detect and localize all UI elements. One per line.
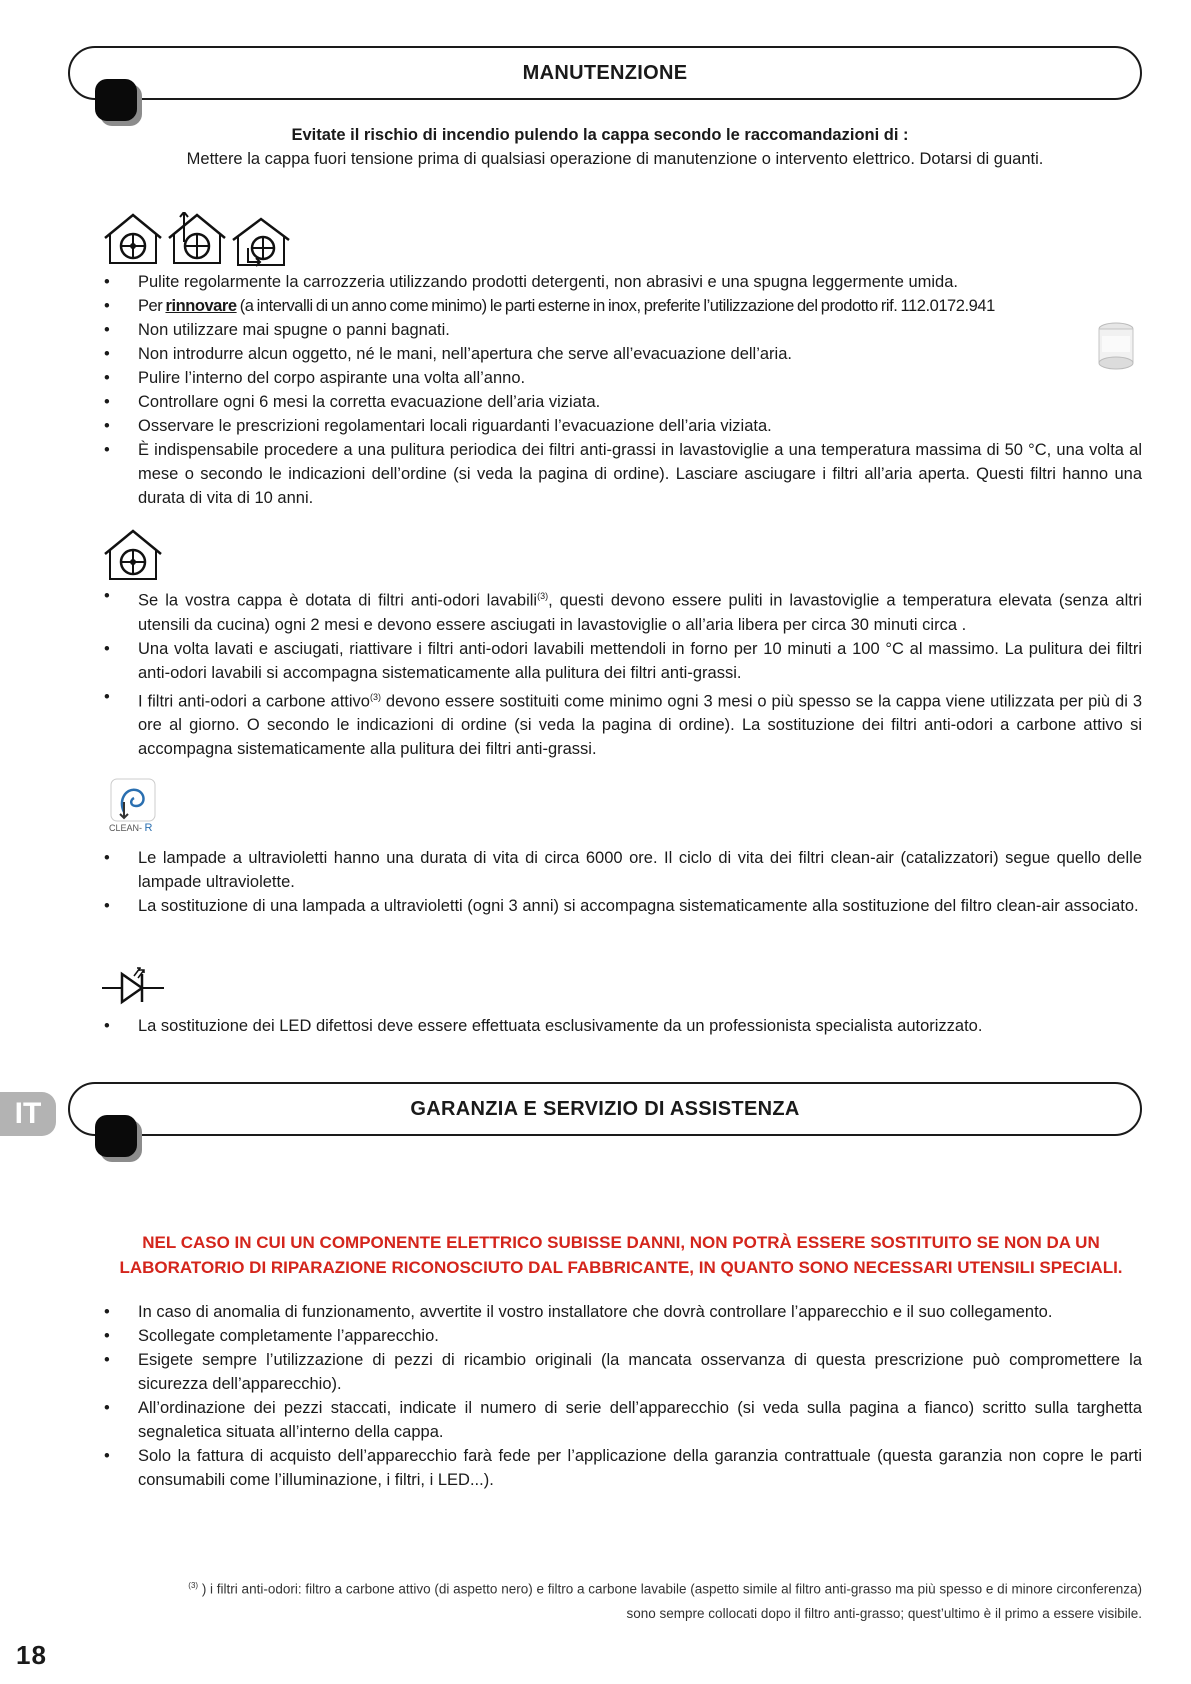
- list-item: • Se la vostra cappa è dotata di filtri anti-odori lavabili$^{(3)}$, questi devono essere puliti in lavastoviglie a temperatura elevata (senza altri utensili da cucina) ogni 2 mesi e devono essere asciugati in lavastoviglie o all’aria libera per circa 30 minuti circa .: [100, 584, 1142, 637]
- clean-air-icon: [110, 778, 158, 824]
- footnote-line-1: $^{(3)}$ ) i filtri anti-odori: filtro a carbone attivo (di aspetto nero) e filtro a carbone lavabile (aspetto simile al filtro anti-grasso ma più spesso e di minore circonferenza): [188, 1581, 1142, 1597]
- maintenance-list-1: [100, 270, 1142, 510]
- list-item: • Controllare ogni 6 mesi la corretta evacuazione dell’aria viziata.: [100, 390, 1142, 414]
- warranty-title: GARANZIA E SERVIZIO DI ASSISTENZA: [410, 1097, 800, 1120]
- list-item: • Una volta lavati e asciugati, riattivare i filtri anti-odori lavabili mettendoli in forno per 10 minuti a 100 °C al massimo. La pulitura dei filtri anti-odori lavabili si accompagna sistematicamente alla pulitura dei filtri anti-grassi.: [100, 637, 1142, 685]
- warranty-header: [68, 1082, 1142, 1136]
- house-fan-recirculation-icon: [230, 216, 292, 268]
- list-item: • Esigete sempre l’utilizzazione di pezzi di ricambio originali (la mancata osservanza di questa prescrizione può compromettere la sicurezza dell’apparecchio).: [100, 1348, 1142, 1396]
- list-item: • Pulite regolarmente la carrozzeria utilizzando prodotti detergenti, non abrasivi e una spugna leggermente umida.: [100, 270, 1142, 294]
- footnote: [130, 1574, 1142, 1626]
- list-item: • Le lampade a ultravioletti hanno una durata di vita di circa 6000 ore. Il ciclo di vita dei filtri clean-air (catalizzatori) segue quello delle lampade ultraviolette.: [100, 846, 1142, 894]
- clean-air-label: CLEAN- R: [109, 822, 153, 834]
- list-item: • Per rinnovare (a intervalli di un anno come minimo) le parti esterne in inox, preferite l’utilizzazione del prodotto rif. 112.0172.941: [100, 294, 1142, 318]
- list-item: • All’ordinazione dei pezzi staccati, indicate il numero di serie dell’apparecchio (si veda sulla pagina a fianco) scritto sulla targhetta segnaletica situata all’interno della cappa.: [100, 1396, 1142, 1444]
- maintenance-intro-text: Mettere la cappa fuori tensione prima di qualsiasi operazione di manutenzione o intervento elettrico. Dotarsi di guanti.: [186, 150, 1044, 168]
- house-fan-icon: [102, 528, 164, 582]
- maintenance-intro-bold: Evitate il rischio di incendio pulendo la cappa secondo le raccomandazioni di :: [291, 126, 909, 144]
- warranty-warning: NEL CASO IN CUI UN COMPONENTE ELETTRICO SUBISSE DANNI, NON POTRÀ ESSERE SOSTITUITO SE NON DA UN LABORATORIO DI RIPARAZIONE RICONOSCIUTO DAL FABBRICANTE, IN QUANTO SONO NECESSARI UTENSILI SPECIALI.: [119, 1233, 1123, 1277]
- maintenance-list-3: [100, 846, 1142, 918]
- list-item: • I filtri anti-odori a carbone attivo$^{(3)}$ devono essere sostituiti come minimo ogni 3 mesi o più spesso se la cappa viene utilizzata per più di 3 ore al giorno. O secondo le indicazioni di ordine (si veda la pagina di ordine). La sostituzione dei filtri anti-odori a carbone attivo si accompagna sistematicamente alla pulitura dei filtri anti-grassi.: [100, 685, 1142, 762]
- maintenance-header: [68, 46, 1142, 100]
- list-item: • Pulire l’interno del corpo aspirante una volta all’anno.: [100, 366, 1142, 390]
- house-fan-exhaust-icon: [166, 212, 228, 266]
- list-item: • La sostituzione dei LED difettosi deve essere effettuata esclusivamente da un professionista specialista autorizzato.: [100, 1014, 1142, 1038]
- list-item: • Scollegate completamente l’apparecchio.: [100, 1324, 1142, 1348]
- maintenance-title: MANUTENZIONE: [522, 61, 688, 84]
- section-marker: [95, 1115, 137, 1157]
- section-marker: [95, 79, 137, 121]
- list-item: • Non introdurre alcun oggetto, né le mani, nell’apertura che serve all’evacuazione dell’aria.: [100, 342, 1142, 366]
- led-diode-icon: [100, 966, 166, 1008]
- page-number: 18: [16, 1640, 47, 1670]
- list-item: • È indispensabile procedere a una pulitura periodica dei filtri anti-grassi in lavastoviglie a una temperatura massima di 50 °C, una volta al mese o secondo le indicazioni dell’ordine (si veda la pagina di ordine). Lasciare asciugare i filtri all’aria aperta. Questi filtri hanno una durata di vita di 10 anni.: [100, 438, 1142, 510]
- list-item: • In caso di anomalia di funzionamento, avvertite il vostro installatore che dovrà controllare l’apparecchio e il suo collegamento.: [100, 1300, 1142, 1324]
- maintenance-list-4: [100, 1014, 1142, 1038]
- list-item: • La sostituzione di una lampada a ultravioletti (ogni 3 anni) si accompagna sistematicamente alla sostituzione del filtro clean-air associato.: [100, 894, 1142, 918]
- cleaning-product-jar-image: [1096, 322, 1136, 372]
- language-tab: IT: [0, 1092, 56, 1136]
- footnote-line-2: sono sempre collocati dopo il filtro anti-grasso; quest’ultimo è il primo a essere visibile.: [626, 1605, 1142, 1621]
- list-item: • Non utilizzare mai spugne o panni bagnati.: [100, 318, 1142, 342]
- list-item: • Solo la fattura di acquisto dell’apparecchio farà fede per l’applicazione della garanzia contrattuale (questa garanzia non copre le parti consumabili come l’illuminazione, i filtri, i LED...).: [100, 1444, 1142, 1492]
- renew-emphasis: rinnovare: [165, 297, 237, 315]
- house-fan-icon: [102, 212, 164, 266]
- warranty-list: [100, 1300, 1142, 1492]
- maintenance-list-2: [100, 584, 1142, 761]
- list-item: • Osservare le prescrizioni regolamentari locali riguardanti l’evacuazione dell’aria viziata.: [100, 414, 1142, 438]
